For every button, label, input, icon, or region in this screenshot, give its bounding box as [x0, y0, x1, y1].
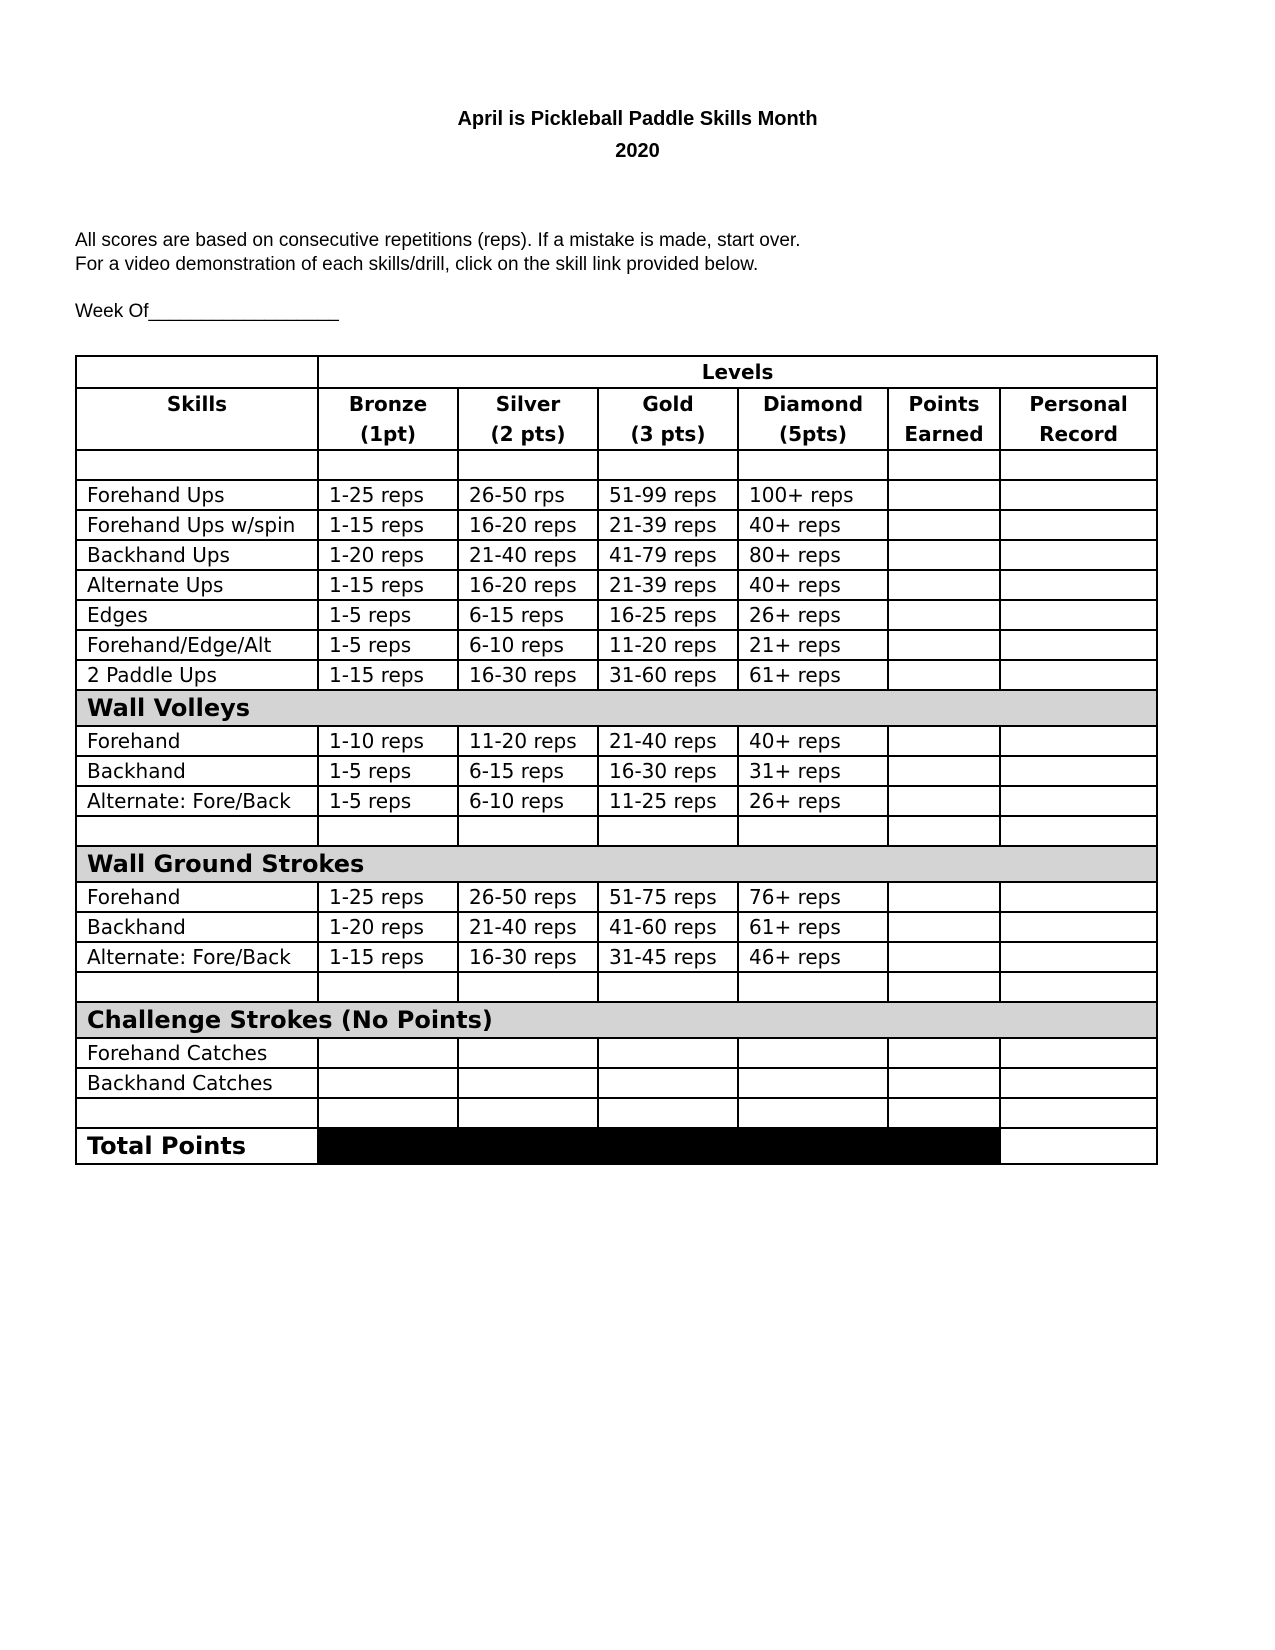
blank-cell: [738, 972, 888, 1002]
bronze-cell: 1-20 reps: [318, 540, 458, 570]
blank-cell: [598, 972, 738, 1002]
blank-cell: [738, 1098, 888, 1128]
personal-record-cell[interactable]: [1000, 600, 1157, 630]
gold-cell: 16-30 reps: [598, 756, 738, 786]
gold-cell: 21-40 reps: [598, 726, 738, 756]
personal-record-cell[interactable]: [1000, 480, 1157, 510]
total-points-entry[interactable]: [1000, 1128, 1157, 1164]
skill-name: Alternate: Fore/Back: [76, 942, 318, 972]
week-of-field[interactable]: Week Of__________________: [75, 301, 339, 322]
personal-record-cell[interactable]: [1000, 726, 1157, 756]
personal-record-cell[interactable]: [1000, 756, 1157, 786]
bronze-cell: 1-15 reps: [318, 510, 458, 540]
personal-record-cell[interactable]: [1000, 660, 1157, 690]
gold-cell: [598, 1038, 738, 1068]
blank-cell: [318, 450, 458, 480]
col-header-skills: Skills: [76, 388, 318, 450]
diamond-cell: 61+ reps: [738, 912, 888, 942]
gold-cell: 11-25 reps: [598, 786, 738, 816]
instructions-line-1: All scores are based on consecutive repetitions (reps). If a mistake is made, start over.: [75, 230, 801, 251]
header-blank-cell: [76, 356, 318, 388]
skill-row: [76, 600, 1157, 630]
skill-row: [76, 1038, 1157, 1068]
blank-cell: [76, 450, 318, 480]
skill-row: [76, 630, 1157, 660]
silver-cell: 16-20 reps: [458, 510, 598, 540]
diamond-cell: 26+ reps: [738, 786, 888, 816]
skill-row: [76, 480, 1157, 510]
skill-name: Edges: [76, 600, 318, 630]
skill-name: Alternate Ups: [76, 570, 318, 600]
entry-cell[interactable]: [1000, 816, 1157, 846]
gold-cell: 16-25 reps: [598, 600, 738, 630]
gold-cell: 51-75 reps: [598, 882, 738, 912]
points-earned-cell[interactable]: [888, 510, 1000, 540]
points-earned-cell[interactable]: [888, 756, 1000, 786]
diamond-cell: 26+ reps: [738, 600, 888, 630]
bronze-cell: [318, 1068, 458, 1098]
diamond-cell: 21+ reps: [738, 630, 888, 660]
section-title: Wall Volleys: [76, 690, 1157, 726]
points-earned-cell[interactable]: [888, 570, 1000, 600]
personal-record-cell[interactable]: [1000, 912, 1157, 942]
col-header-bronze: Bronze (1pt): [318, 388, 458, 450]
silver-cell: 26-50 reps: [458, 882, 598, 912]
skill-name: Backhand: [76, 912, 318, 942]
skill-row: [76, 1068, 1157, 1098]
skill-row: [76, 660, 1157, 690]
skill-row: [76, 942, 1157, 972]
bronze-cell: 1-5 reps: [318, 786, 458, 816]
skill-name: Forehand: [76, 726, 318, 756]
diamond-cell: 61+ reps: [738, 660, 888, 690]
blank-cell: [738, 816, 888, 846]
skills-table: [75, 355, 1158, 1165]
section-title: Challenge Strokes (No Points): [76, 1002, 1157, 1038]
spacer-row: [76, 972, 1157, 1002]
points-earned-cell[interactable]: [888, 630, 1000, 660]
total-points-label: Total Points: [76, 1128, 318, 1164]
silver-cell: 6-10 reps: [458, 786, 598, 816]
col-header-personal-record: Personal Record: [1000, 388, 1157, 450]
diamond-cell: 100+ reps: [738, 480, 888, 510]
col-header-silver: Silver (2 pts): [458, 388, 598, 450]
skill-name: Forehand Ups: [76, 480, 318, 510]
points-earned-cell[interactable]: [888, 1068, 1000, 1098]
diamond-cell: 80+ reps: [738, 540, 888, 570]
gold-cell: 51-99 reps: [598, 480, 738, 510]
skill-name: Forehand Ups w/spin: [76, 510, 318, 540]
gold-cell: 41-60 reps: [598, 912, 738, 942]
personal-record-cell[interactable]: [1000, 882, 1157, 912]
silver-cell: 6-10 reps: [458, 630, 598, 660]
skill-name: 2 Paddle Ups: [76, 660, 318, 690]
personal-record-cell[interactable]: [1000, 1038, 1157, 1068]
bronze-cell: 1-10 reps: [318, 726, 458, 756]
points-earned-cell[interactable]: [888, 660, 1000, 690]
entry-cell[interactable]: [888, 450, 1000, 480]
bronze-cell: 1-5 reps: [318, 630, 458, 660]
gold-cell: 11-20 reps: [598, 630, 738, 660]
skill-row: [76, 726, 1157, 756]
bronze-cell: 1-20 reps: [318, 912, 458, 942]
blank-cell: [76, 816, 318, 846]
blank-cell: [458, 972, 598, 1002]
blank-cell: [318, 816, 458, 846]
bronze-cell: 1-25 reps: [318, 882, 458, 912]
blank-cell: [458, 450, 598, 480]
points-earned-cell[interactable]: [888, 786, 1000, 816]
skill-row: [76, 510, 1157, 540]
personal-record-cell[interactable]: [1000, 1068, 1157, 1098]
diamond-cell: 31+ reps: [738, 756, 888, 786]
levels-header-row: [76, 356, 1157, 388]
points-earned-cell[interactable]: [888, 600, 1000, 630]
section-title: Wall Ground Strokes: [76, 846, 1157, 882]
silver-cell: [458, 1068, 598, 1098]
silver-cell: 21-40 reps: [458, 912, 598, 942]
gold-cell: 31-45 reps: [598, 942, 738, 972]
points-earned-cell[interactable]: [888, 480, 1000, 510]
blank-cell: [76, 1098, 318, 1128]
silver-cell: 16-30 reps: [458, 660, 598, 690]
skill-name: Forehand/Edge/Alt: [76, 630, 318, 660]
skill-name: Backhand Ups: [76, 540, 318, 570]
points-earned-cell[interactable]: [888, 912, 1000, 942]
column-header-row: [76, 388, 1157, 450]
blank-cell: [318, 1098, 458, 1128]
diamond-cell: [738, 1068, 888, 1098]
skill-row: [76, 756, 1157, 786]
total-points-row: [76, 1128, 1157, 1164]
skill-name: Backhand Catches: [76, 1068, 318, 1098]
spacer-row: [76, 1098, 1157, 1128]
diamond-cell: 46+ reps: [738, 942, 888, 972]
col-header-gold: Gold (3 pts): [598, 388, 738, 450]
silver-cell: 16-20 reps: [458, 570, 598, 600]
instructions: [75, 229, 801, 277]
entry-cell[interactable]: [888, 816, 1000, 846]
skill-name: Backhand: [76, 756, 318, 786]
silver-cell: 6-15 reps: [458, 600, 598, 630]
levels-header: Levels: [318, 356, 1157, 388]
col-header-points-earned: Points Earned: [888, 388, 1000, 450]
gold-cell: 31-60 reps: [598, 660, 738, 690]
silver-cell: [458, 1038, 598, 1068]
skill-name: Forehand Catches: [76, 1038, 318, 1068]
diamond-cell: 40+ reps: [738, 510, 888, 540]
bronze-cell: [318, 1038, 458, 1068]
section-header-row: [76, 690, 1157, 726]
entry-cell[interactable]: [1000, 1098, 1157, 1128]
blank-cell: [598, 450, 738, 480]
points-earned-cell[interactable]: [888, 1038, 1000, 1068]
skill-row: [76, 912, 1157, 942]
blank-cell: [318, 972, 458, 1002]
bronze-cell: 1-5 reps: [318, 756, 458, 786]
skill-name: Alternate: Fore/Back: [76, 786, 318, 816]
personal-record-cell[interactable]: [1000, 942, 1157, 972]
points-earned-cell[interactable]: [888, 726, 1000, 756]
gold-cell: 41-79 reps: [598, 540, 738, 570]
skill-name: Forehand: [76, 882, 318, 912]
diamond-cell: 40+ reps: [738, 726, 888, 756]
entry-cell[interactable]: [1000, 450, 1157, 480]
gold-cell: 21-39 reps: [598, 510, 738, 540]
skill-row: [76, 882, 1157, 912]
skill-row: [76, 570, 1157, 600]
silver-cell: 21-40 reps: [458, 540, 598, 570]
blank-cell: [598, 1098, 738, 1128]
instructions-line-2: For a video demonstration of each skills/drill, click on the skill link provided below.: [75, 254, 759, 275]
silver-cell: 11-20 reps: [458, 726, 598, 756]
blank-cell: [738, 450, 888, 480]
diamond-cell: 40+ reps: [738, 570, 888, 600]
gold-cell: 21-39 reps: [598, 570, 738, 600]
entry-cell[interactable]: [1000, 972, 1157, 1002]
bronze-cell: 1-15 reps: [318, 942, 458, 972]
section-header-row: [76, 1002, 1157, 1038]
blank-cell: [458, 816, 598, 846]
entry-cell[interactable]: [888, 1098, 1000, 1128]
diamond-cell: [738, 1038, 888, 1068]
col-header-diamond: Diamond (5pts): [738, 388, 888, 450]
personal-record-cell[interactable]: [1000, 540, 1157, 570]
personal-record-cell[interactable]: [1000, 510, 1157, 540]
points-earned-cell[interactable]: [888, 882, 1000, 912]
blacked-out-cell: [318, 1128, 1000, 1164]
section-header-row: [76, 846, 1157, 882]
diamond-cell: 76+ reps: [738, 882, 888, 912]
page-title: April is Pickleball Paddle Skills Month: [457, 108, 818, 130]
skill-row: [76, 786, 1157, 816]
silver-cell: 6-15 reps: [458, 756, 598, 786]
silver-cell: 16-30 reps: [458, 942, 598, 972]
blank-cell: [76, 972, 318, 1002]
bronze-cell: 1-5 reps: [318, 600, 458, 630]
personal-record-cell[interactable]: [1000, 630, 1157, 660]
bronze-cell: 1-15 reps: [318, 660, 458, 690]
bronze-cell: 1-25 reps: [318, 480, 458, 510]
skill-row: [76, 540, 1157, 570]
spacer-row: [76, 450, 1157, 480]
personal-record-cell[interactable]: [1000, 570, 1157, 600]
spacer-row: [76, 816, 1157, 846]
silver-cell: 26-50 rps: [458, 480, 598, 510]
entry-cell[interactable]: [888, 972, 1000, 1002]
blank-cell: [598, 816, 738, 846]
bronze-cell: 1-15 reps: [318, 570, 458, 600]
personal-record-cell[interactable]: [1000, 786, 1157, 816]
points-earned-cell[interactable]: [888, 540, 1000, 570]
page-year: 2020: [615, 140, 660, 162]
blank-cell: [458, 1098, 598, 1128]
points-earned-cell[interactable]: [888, 942, 1000, 972]
gold-cell: [598, 1068, 738, 1098]
